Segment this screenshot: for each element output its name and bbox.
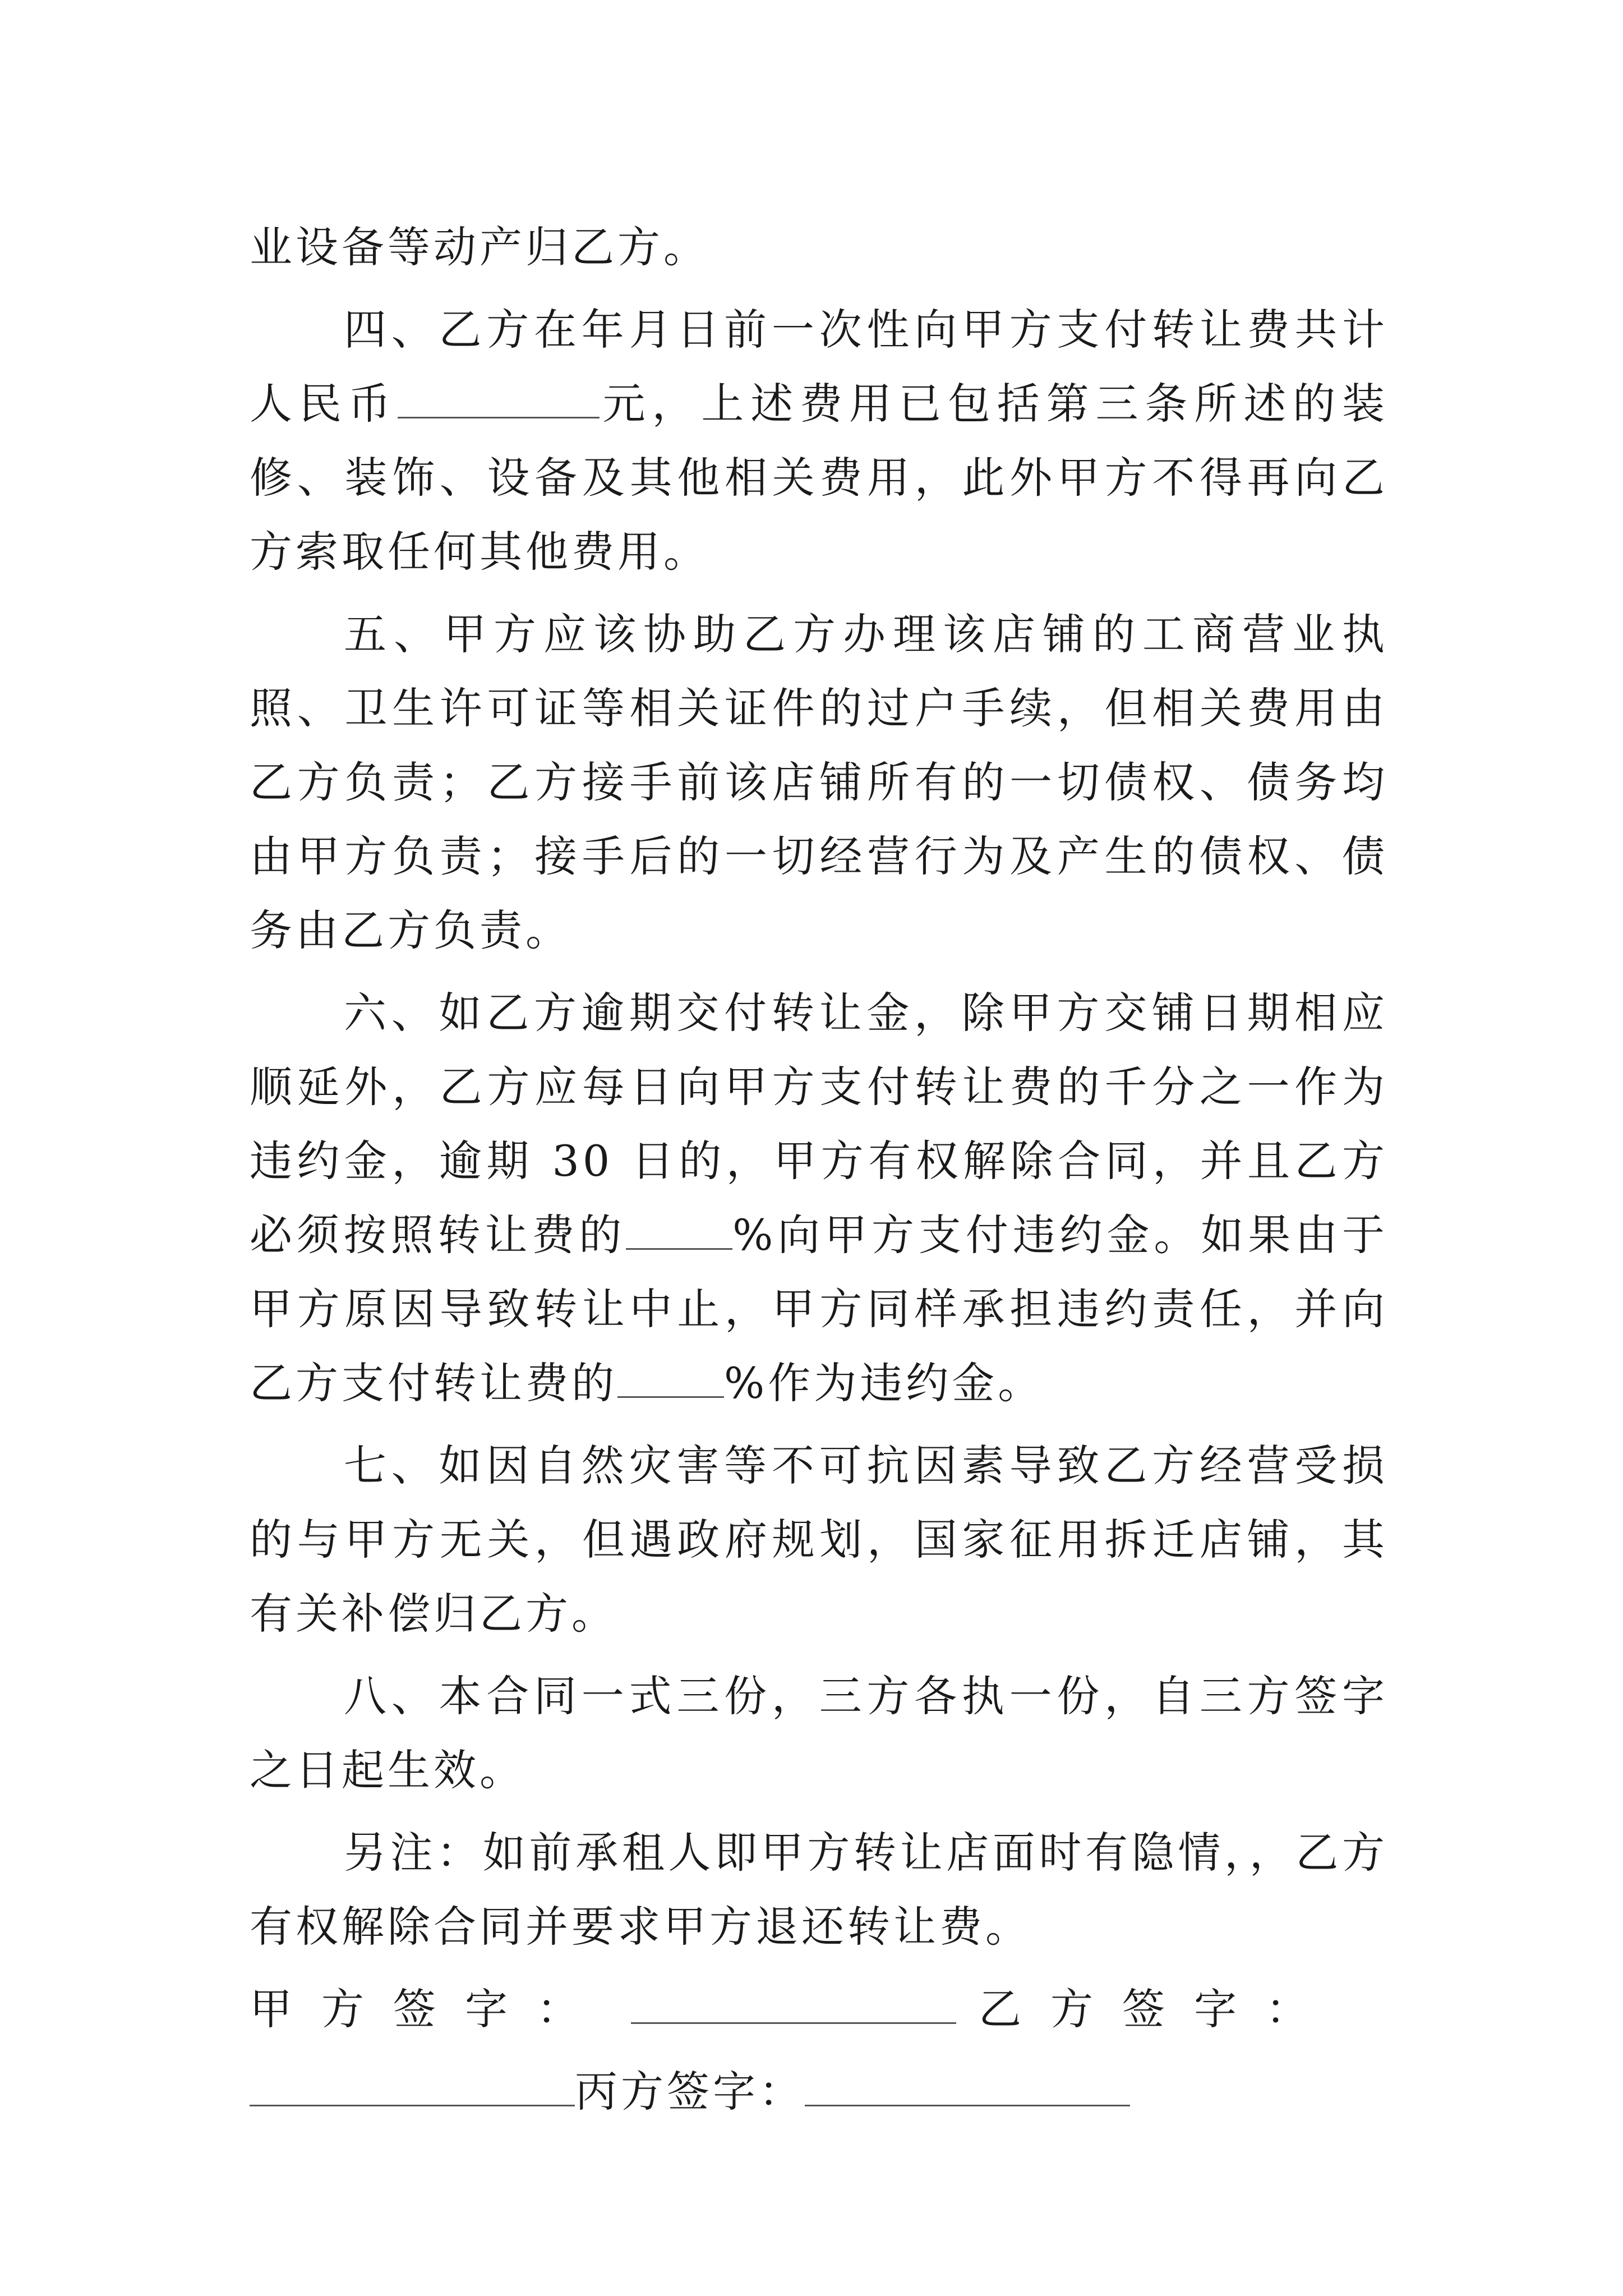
contract-body <box>250 210 1388 2137</box>
paragraph-text: 业设备等动产归乙方。 <box>250 222 709 272</box>
paragraph-text: 七、如因自然灾害等不可抗因素导致乙方经营受损的与甲方无关，但遇政府规划，国家征用拆迁店铺，其有关补偿归乙方。 <box>250 1441 1388 1639</box>
signature-line <box>250 2055 1388 2129</box>
party-b-signature-field[interactable] <box>250 2071 575 2106</box>
paragraph-7 <box>250 1429 1388 1651</box>
note-paragraph <box>250 1816 1388 1964</box>
party-a-signature-label: 甲方签字： <box>250 1984 608 2034</box>
paragraph-text: %向甲方支付违约金。如果由于甲方原因导致转让中止，甲方同样承担违约责任，并向乙方支付转让费的 <box>250 1210 1388 1408</box>
penalty-percent-blank[interactable] <box>626 1214 732 1250</box>
paragraph-4 <box>250 293 1388 589</box>
paragraph-text: 元，上述费用已包括第三条所述的装修、装饰、设备及其他相关费用，此外甲方不得再向乙方索取任何其他费用。 <box>250 379 1389 577</box>
paragraph-text: %作为违约金。 <box>724 1358 1044 1408</box>
penalty-percent-blank[interactable] <box>617 1363 724 1398</box>
paragraph-text: 五、甲方应该协助乙方办理该店铺的工商营业执照、卫生许可证等相关证件的过户手续，但相关费用由乙方负责；乙方接手前该店铺所有的一切债权、债务均由甲方负责；接手后的一切经营行为及产生的债权、债务由乙方负责。 <box>250 609 1388 955</box>
party-c-signature-label: 丙方签字： <box>575 2067 805 2116</box>
paragraph-3-tail <box>250 210 1388 284</box>
party-b-signature-label: 乙方签字： <box>979 1984 1338 2034</box>
signature-line <box>250 1972 1388 2046</box>
amount-blank[interactable] <box>398 383 600 418</box>
paragraph-text: 四、乙方在年月日前一次性向甲方支付转让费共计人民币 <box>250 305 1388 429</box>
party-a-signature-field[interactable] <box>631 1989 956 2024</box>
paragraph-text: 八、本合同一式三份，三方各执一份，自三方签字之日起生效。 <box>250 1671 1388 1795</box>
paragraph-6 <box>250 976 1388 1420</box>
paragraph-text: 六、如乙方逾期交付转让金，除甲方交铺日期相应顺延外，乙方应每日向甲方支付转让费的千分之一作为违约金，逾期 30 日的，甲方有权解除合同，并且乙方必须按照转让费的 <box>250 988 1388 1260</box>
paragraph-8 <box>250 1659 1388 1807</box>
paragraph-5 <box>250 597 1388 968</box>
party-c-signature-field[interactable] <box>805 2071 1130 2106</box>
paragraph-text: 另注：如前承租人即甲方转让店面时有隐情，，乙方有权解除合同并要求甲方退还转让费。 <box>250 1828 1388 1952</box>
